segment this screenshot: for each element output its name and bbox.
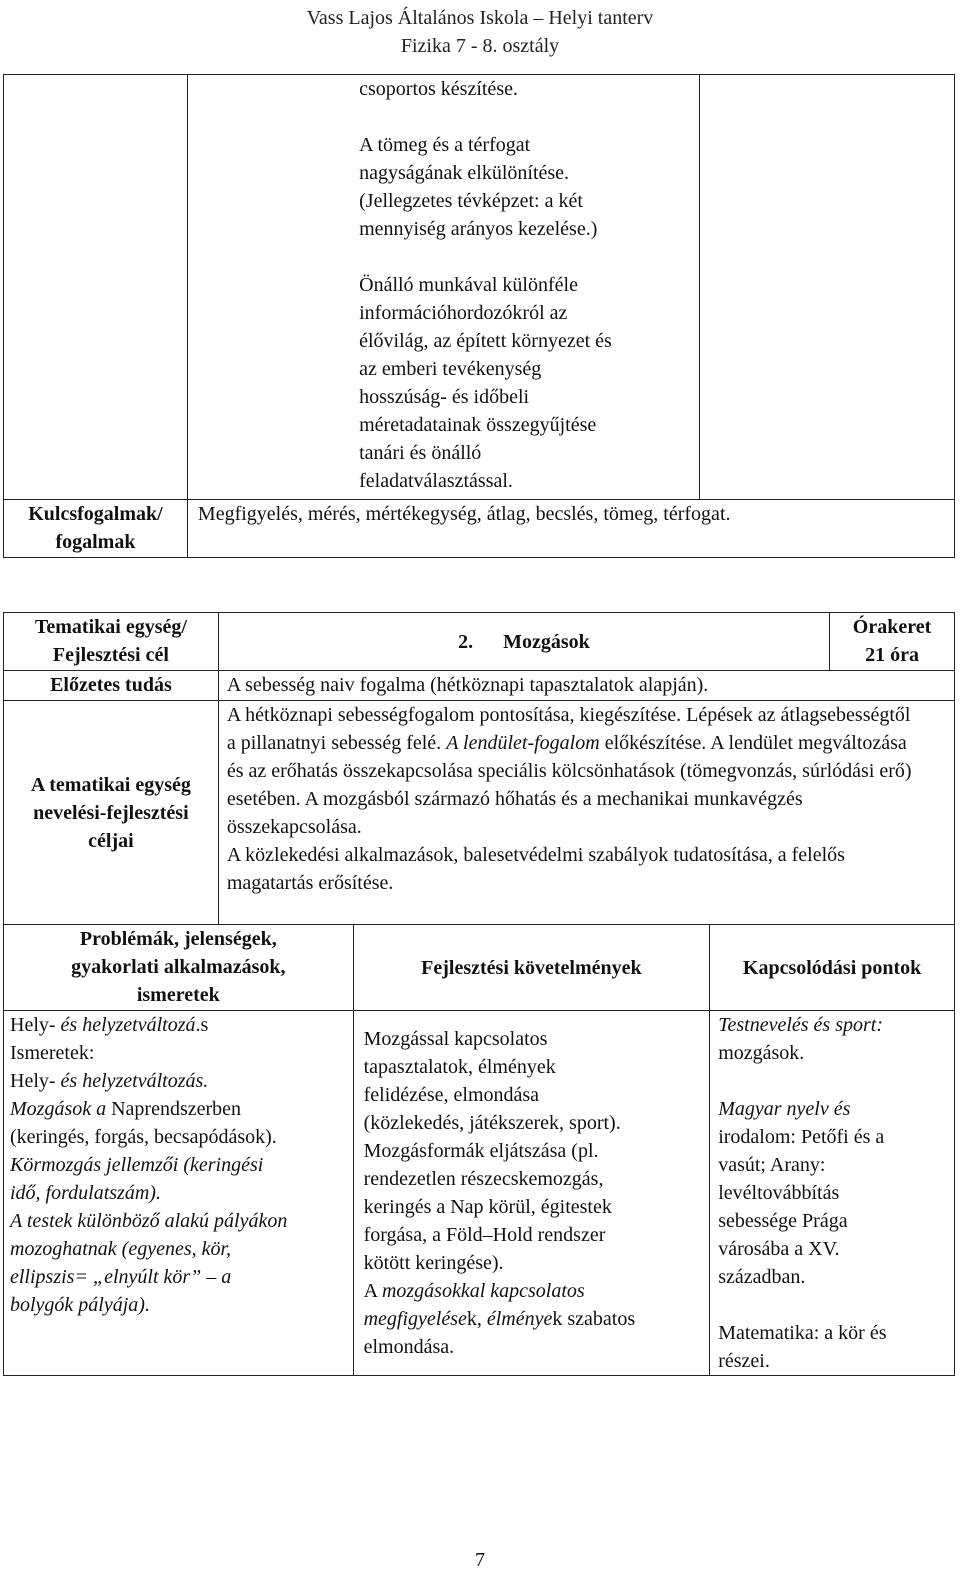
col3-content bbox=[710, 1011, 955, 1376]
hours-label: Órakeret bbox=[852, 616, 932, 638]
col3-line: részei. bbox=[718, 1350, 770, 1372]
key-concepts-value: Megfigyelés, mérés, mértékegység, átlag, becslés, tömeg, térfogat. bbox=[187, 500, 954, 558]
unit-label bbox=[4, 613, 219, 671]
col2-line: Mozgással kapcsolatos bbox=[363, 1028, 548, 1050]
col1-part: és helyzetváltozá bbox=[55, 1014, 196, 1036]
col1-line: Körmozgás jellemzői (keringési bbox=[10, 1154, 264, 1176]
col1-line: bolygók pályája). bbox=[10, 1294, 150, 1316]
col2-line: forgása, a Föld–Hold rendszer bbox=[363, 1224, 606, 1246]
goals-text-1: A hétköznapi sebességfogalom pontosítása, kiegészítése. Lépések az átlagsebességtől a pillanatnyi sebesség felé. bbox=[226, 704, 911, 754]
col2-part: k szabatos bbox=[552, 1308, 636, 1330]
unit-label-line: Fejlesztési cél bbox=[52, 644, 169, 666]
cont-line: információhordozókról az bbox=[359, 302, 568, 324]
col1-header bbox=[4, 925, 354, 1011]
col3-line: városába a XV. bbox=[718, 1238, 840, 1260]
prior-knowledge-value: A sebesség naiv fogalma (hétköznapi tapasztalatok alapján). bbox=[218, 671, 954, 701]
goals-label-line: nevelési-fejlesztési bbox=[33, 801, 189, 824]
cont-line: az emberi tevékenység bbox=[359, 358, 542, 380]
col3-line: Magyar nyelv és bbox=[718, 1098, 851, 1120]
col2-line: (közlekedés, játékszerek, sport). bbox=[363, 1112, 621, 1134]
col1-part: Naprendszerben bbox=[111, 1098, 242, 1120]
hours-value: 21 óra bbox=[865, 644, 919, 666]
col2-line: keringés a Nap körül, égitestek bbox=[363, 1196, 612, 1218]
cont-line: Önálló munkával különféle bbox=[359, 274, 578, 296]
col3-line: vasút; Arany: bbox=[718, 1154, 826, 1176]
col1-line: idő, fordulatszám). bbox=[10, 1182, 161, 1204]
key-label-line: fogalmak bbox=[55, 531, 136, 553]
col1-line: (keringés, forgás, becsapódások). bbox=[10, 1126, 277, 1148]
goals-label-line: céljai bbox=[88, 829, 134, 852]
col1-part: Hely- bbox=[10, 1014, 56, 1036]
goals-label bbox=[4, 701, 219, 925]
cont-line: méretadatainak összegyűjtése bbox=[359, 414, 597, 436]
cont-line: nagyságának elkülönítése. bbox=[359, 162, 570, 184]
col3-line: mozgások. bbox=[718, 1042, 805, 1064]
goals-emphasis: A lendület bbox=[446, 732, 528, 754]
col3-header: Kapcsolódási pontok bbox=[710, 925, 955, 1011]
col1-line: mozoghatnak (egyenes, kör, bbox=[10, 1238, 232, 1260]
col1-part: Hely- bbox=[10, 1070, 56, 1092]
cont-line: feladatválasztással. bbox=[359, 470, 513, 492]
col3-line: levéltovábbítás bbox=[718, 1182, 840, 1204]
unit-title: Mozgások bbox=[503, 630, 590, 653]
col1-header-line: Problémák, jelenségek, bbox=[79, 928, 277, 950]
cont-line: A tömeg és a térfogat bbox=[359, 134, 531, 156]
prior-knowledge-label: Előzetes tudás bbox=[4, 671, 219, 701]
unit-number: 2. bbox=[458, 630, 474, 653]
col2-line: tapasztalatok, élmények bbox=[363, 1056, 556, 1078]
col2-line: felidézése, elmondása bbox=[363, 1084, 540, 1106]
cont-line: hosszúság- és időbeli bbox=[359, 386, 530, 408]
cont-line: (Jellegzetes tévképzet: a két bbox=[359, 190, 583, 212]
col2-line: rendezetlen részecskemozgás, bbox=[363, 1168, 604, 1190]
col1-part: Mozgások a bbox=[10, 1098, 112, 1120]
col1-line: Ismeretek: bbox=[10, 1042, 95, 1064]
col1-header-line: gyakorlati alkalmazások, bbox=[71, 956, 286, 978]
col3-line: sebessége Prága bbox=[718, 1210, 848, 1232]
col1-line: ellipszis= „elnyúlt kör” – a bbox=[10, 1266, 232, 1288]
cont-cell-empty-3 bbox=[700, 75, 955, 500]
col2-line: kötött keringése). bbox=[363, 1252, 504, 1274]
unit-label-line: Tematikai egység/ bbox=[34, 616, 187, 638]
goals-text-3: A közlekedési alkalmazások, balesetvédelmi szabályok tudatosítása, a felelős magatartás erősítése. bbox=[226, 844, 845, 894]
col2-part: megfigyelése bbox=[363, 1308, 467, 1330]
cont-line: mennyiség arányos kezelése.) bbox=[359, 218, 598, 240]
col1-line: A testek különböző alakú pályákon bbox=[10, 1210, 288, 1232]
col3-line: században. bbox=[718, 1266, 806, 1288]
cont-cell-empty-2 bbox=[187, 75, 355, 500]
cont-line: csoportos készítése. bbox=[359, 78, 518, 100]
header-school: Vass Lajos Általános Iskola – Helyi tanterv bbox=[306, 7, 654, 29]
col2-line: Mozgásformák eljátszása (pl. bbox=[363, 1140, 599, 1162]
page-number: 7 bbox=[475, 1549, 485, 1571]
col1-content bbox=[4, 1011, 354, 1376]
key-concepts-label bbox=[4, 500, 188, 558]
cont-cell-text bbox=[355, 75, 700, 500]
header-subject: Fizika 7 - 8. osztály bbox=[400, 35, 560, 57]
col3-line: Testnevelés és sport: bbox=[718, 1014, 883, 1036]
col1-header-line: ismeretek bbox=[136, 984, 220, 1006]
cont-line: élővilág, az épített környezet és bbox=[359, 330, 612, 352]
col2-part: k, bbox=[466, 1308, 487, 1330]
col1-line bbox=[10, 1095, 349, 1123]
col2-part: A bbox=[363, 1280, 382, 1302]
page-header bbox=[0, 4, 960, 60]
col1-part: és helyzetváltozás. bbox=[55, 1070, 209, 1092]
goals-text-2: előkészítése. A lendület megváltozása és az erőhatás összekapcsolása speciális kölcsönhatások (tömegvonzás, súrlódási erő) esetében. A mozgásból származó hőhatás és a mechanikai munkavégzés összekapcsolása. bbox=[226, 732, 912, 838]
content-table bbox=[3, 924, 955, 1376]
goals-value bbox=[218, 701, 954, 925]
key-label-line: Kulcsfogalmak/ bbox=[28, 503, 163, 525]
unit-title-cell bbox=[218, 613, 829, 671]
col1-line bbox=[10, 1067, 349, 1095]
cont-line: tanári és önálló bbox=[359, 442, 482, 464]
col3-line: irodalom: Petőfi és a bbox=[718, 1126, 885, 1148]
col2-line bbox=[364, 1305, 706, 1333]
col2-line: elmondása. bbox=[363, 1336, 455, 1358]
col2-part: mozgásokkal kapcsolatos bbox=[381, 1280, 585, 1302]
col2-content bbox=[353, 1011, 710, 1376]
hours-cell bbox=[830, 613, 955, 671]
goals-emphasis-dash: -fogalom bbox=[527, 732, 600, 754]
col1-line bbox=[10, 1011, 349, 1039]
col1-part: .s bbox=[195, 1014, 209, 1036]
continuation-table bbox=[3, 74, 955, 558]
col2-header: Fejlesztési követelmények bbox=[353, 925, 710, 1011]
unit-table bbox=[3, 612, 955, 925]
goals-label-line: A tematikai egység bbox=[30, 773, 191, 796]
col2-line bbox=[364, 1277, 706, 1305]
cont-cell-empty-1 bbox=[4, 75, 188, 500]
col2-part: élménye bbox=[486, 1308, 553, 1330]
col3-line: Matematika: a kör és bbox=[718, 1322, 887, 1344]
